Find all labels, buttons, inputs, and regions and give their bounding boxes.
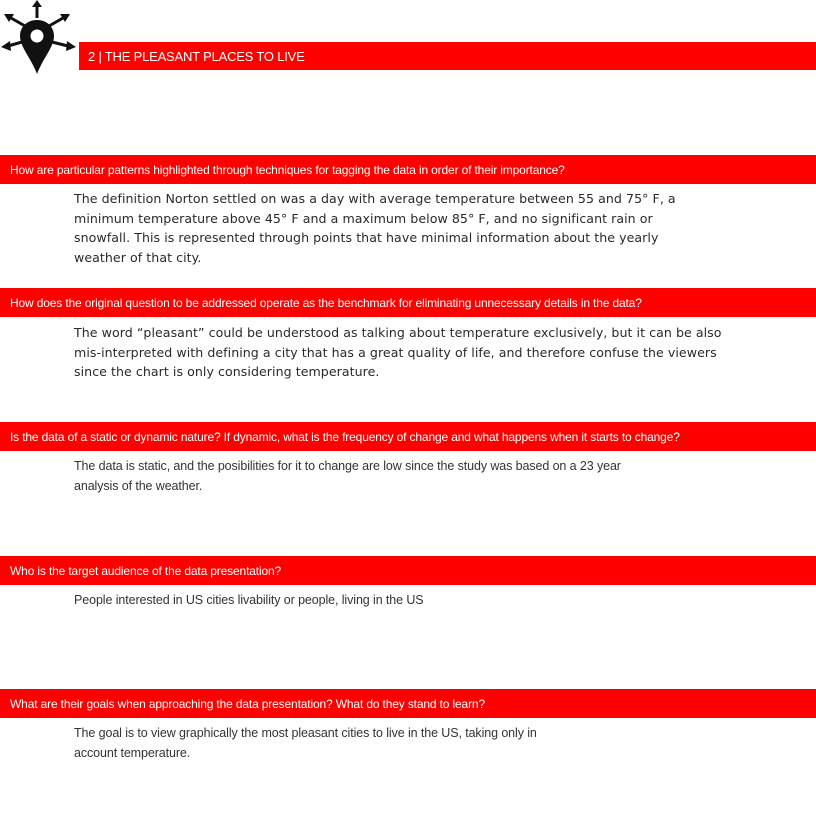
- answer-text-2: [74, 323, 722, 382]
- location-pin-compass-icon: [0, 0, 78, 78]
- answer-text-4: [74, 591, 424, 611]
- answer-line: The data is static, and the posibilities for it to change are low since the study was based on a 23 year: [74, 459, 621, 473]
- question-heading-5: What are their goals when approaching the data presentation? What do they stand to learn?: [0, 689, 816, 718]
- answer-line: People interested in US cities livability or people, living in the US: [74, 593, 424, 607]
- answer-line: weather of that city.: [74, 250, 202, 266]
- answer-line: account temperature.: [74, 745, 191, 760]
- answer-line: The word “pleasant” could be understood as talking about temperature exclusively, but it can be also: [74, 325, 722, 340]
- page-title: 2 | THE PLEASANT PLACES TO LIVE: [79, 42, 816, 70]
- answer-line: since the chart is only considering temperature.: [74, 364, 380, 380]
- question-heading-1: How are particular patterns highlighted through techniques for tagging the data in order of their importance?: [0, 155, 816, 184]
- answer-line: The definition Norton settled on was a day with average temperature between 55 and 75° F, a: [74, 191, 676, 206]
- question-heading-3: Is the data of a static or dynamic nature? If dynamic, what is the frequency of change and what happens when it starts to change?: [0, 422, 816, 451]
- question-heading-4: Who is the target audience of the data presentation?: [0, 556, 816, 585]
- question-heading-2: How does the original question to be addressed operate as the benchmark for eliminating unnecessary details in the data?: [0, 288, 816, 317]
- answer-text-5: [74, 724, 537, 763]
- answer-line: The goal is to view graphically the most pleasant cities to live in the US, taking only in: [74, 726, 537, 740]
- answer-line: minimum temperature above 45° F and a maximum below 85° F, and no significant rain or: [74, 210, 653, 226]
- answer-line: mis-interpreted with defining a city that has a great quality of life, and therefore confuse the viewers: [74, 344, 717, 360]
- answer-text-1: [74, 189, 676, 268]
- answer-line: snowfall. This is represented through points that have minimal information about the yearly: [74, 230, 659, 246]
- answer-text-3: [74, 457, 621, 496]
- answer-line: analysis of the weather.: [74, 478, 203, 493]
